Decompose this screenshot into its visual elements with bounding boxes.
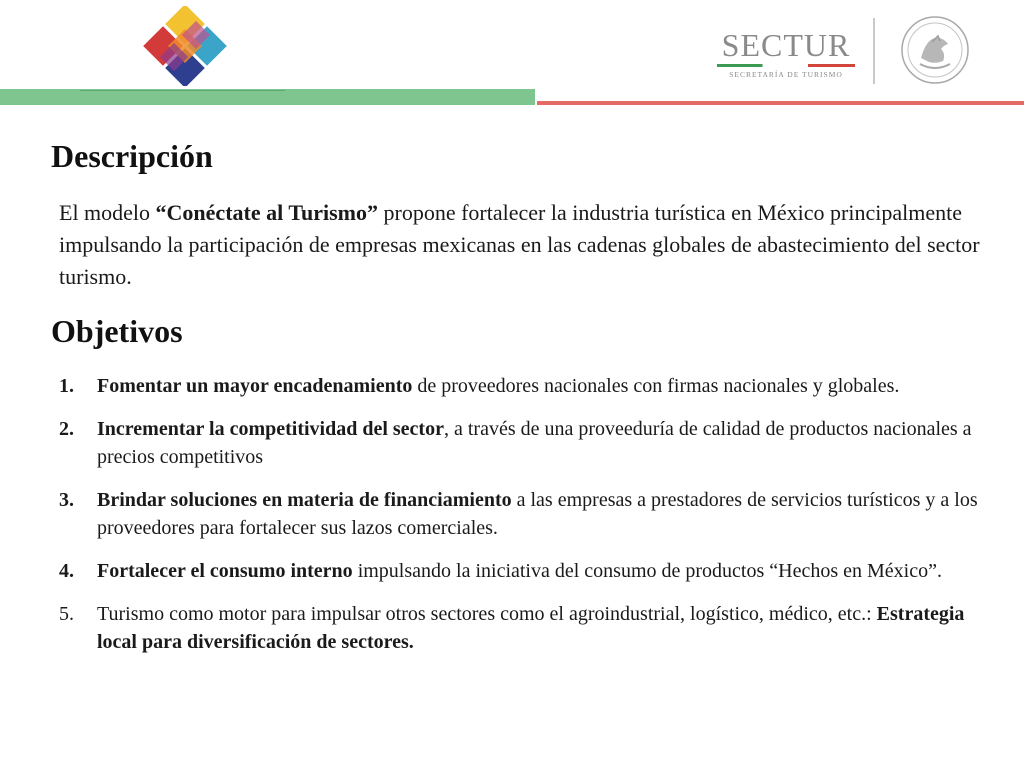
mexico-coat-of-arms-seal-icon: [896, 14, 974, 86]
description-heading: Descripción: [51, 138, 213, 174]
objective-number: 4.: [59, 560, 74, 582]
sectur-logo: [711, 28, 861, 84]
objective-bold-text: Brindar soluciones en materia de financiamiento: [97, 489, 512, 511]
description-paragraph: [59, 197, 989, 293]
objective-item-2: [59, 415, 989, 471]
objective-item-4: [59, 557, 989, 585]
objective-bold-text: Incrementar la competitividad del sector: [97, 418, 444, 440]
sectur-logo-stripe: [717, 64, 855, 67]
header-green-bar: [0, 89, 535, 105]
objective-item-3: [59, 486, 989, 542]
header-red-line: [537, 101, 1024, 105]
objective-bold-text: Fortalecer el consumo interno: [97, 560, 353, 582]
objective-number: 3.: [59, 489, 74, 511]
description-text-after: propone fortalecer la industria turística en México principalmente impulsando la participación de empresas mexicanas en las cadenas globales de abastecimiento del sector turismo.: [59, 200, 980, 289]
objective-text: a las empresas a prestadores de servicios turísticos y a los proveedores para fortalecer sus lazos comerciales.: [97, 489, 978, 539]
objective-bold-text: Fomentar un mayor encadenamiento: [97, 375, 413, 397]
description-model-name: “Conéctate al Turismo”: [155, 200, 378, 225]
objective-bold-text: Estrategia local para diversificación de sectores.: [97, 603, 965, 653]
header-vertical-divider: [873, 18, 875, 84]
objectives-heading: Objetivos: [51, 313, 183, 349]
objectives-list: [59, 372, 989, 671]
objective-number: 2.: [59, 418, 74, 440]
objective-text: , a través de una proveeduría de calidad de productos nacionales a precios competitivos: [97, 418, 972, 468]
conectate-logo-icon: [134, 6, 236, 86]
objective-item-5: [59, 600, 989, 656]
objective-text: impulsando la iniciativa del consumo de productos “Hechos en México”.: [352, 560, 942, 582]
description-text-before: El modelo: [59, 200, 156, 225]
objective-text: Turismo como motor para impulsar otros sectores como el agroindustrial, logístico, médico, etc.:: [97, 603, 877, 625]
objective-number: 5.: [59, 603, 74, 625]
sectur-logo-name: SECTUR: [721, 27, 851, 63]
objective-text: de proveedores nacionales con firmas nacionales y globales.: [412, 375, 900, 397]
objective-item-1: [59, 372, 989, 400]
objective-number: 1.: [59, 375, 74, 397]
sectur-logo-subtitle: SECRETARÍA DE TURISMO: [729, 70, 843, 79]
header-green-thin-line: [80, 90, 285, 91]
